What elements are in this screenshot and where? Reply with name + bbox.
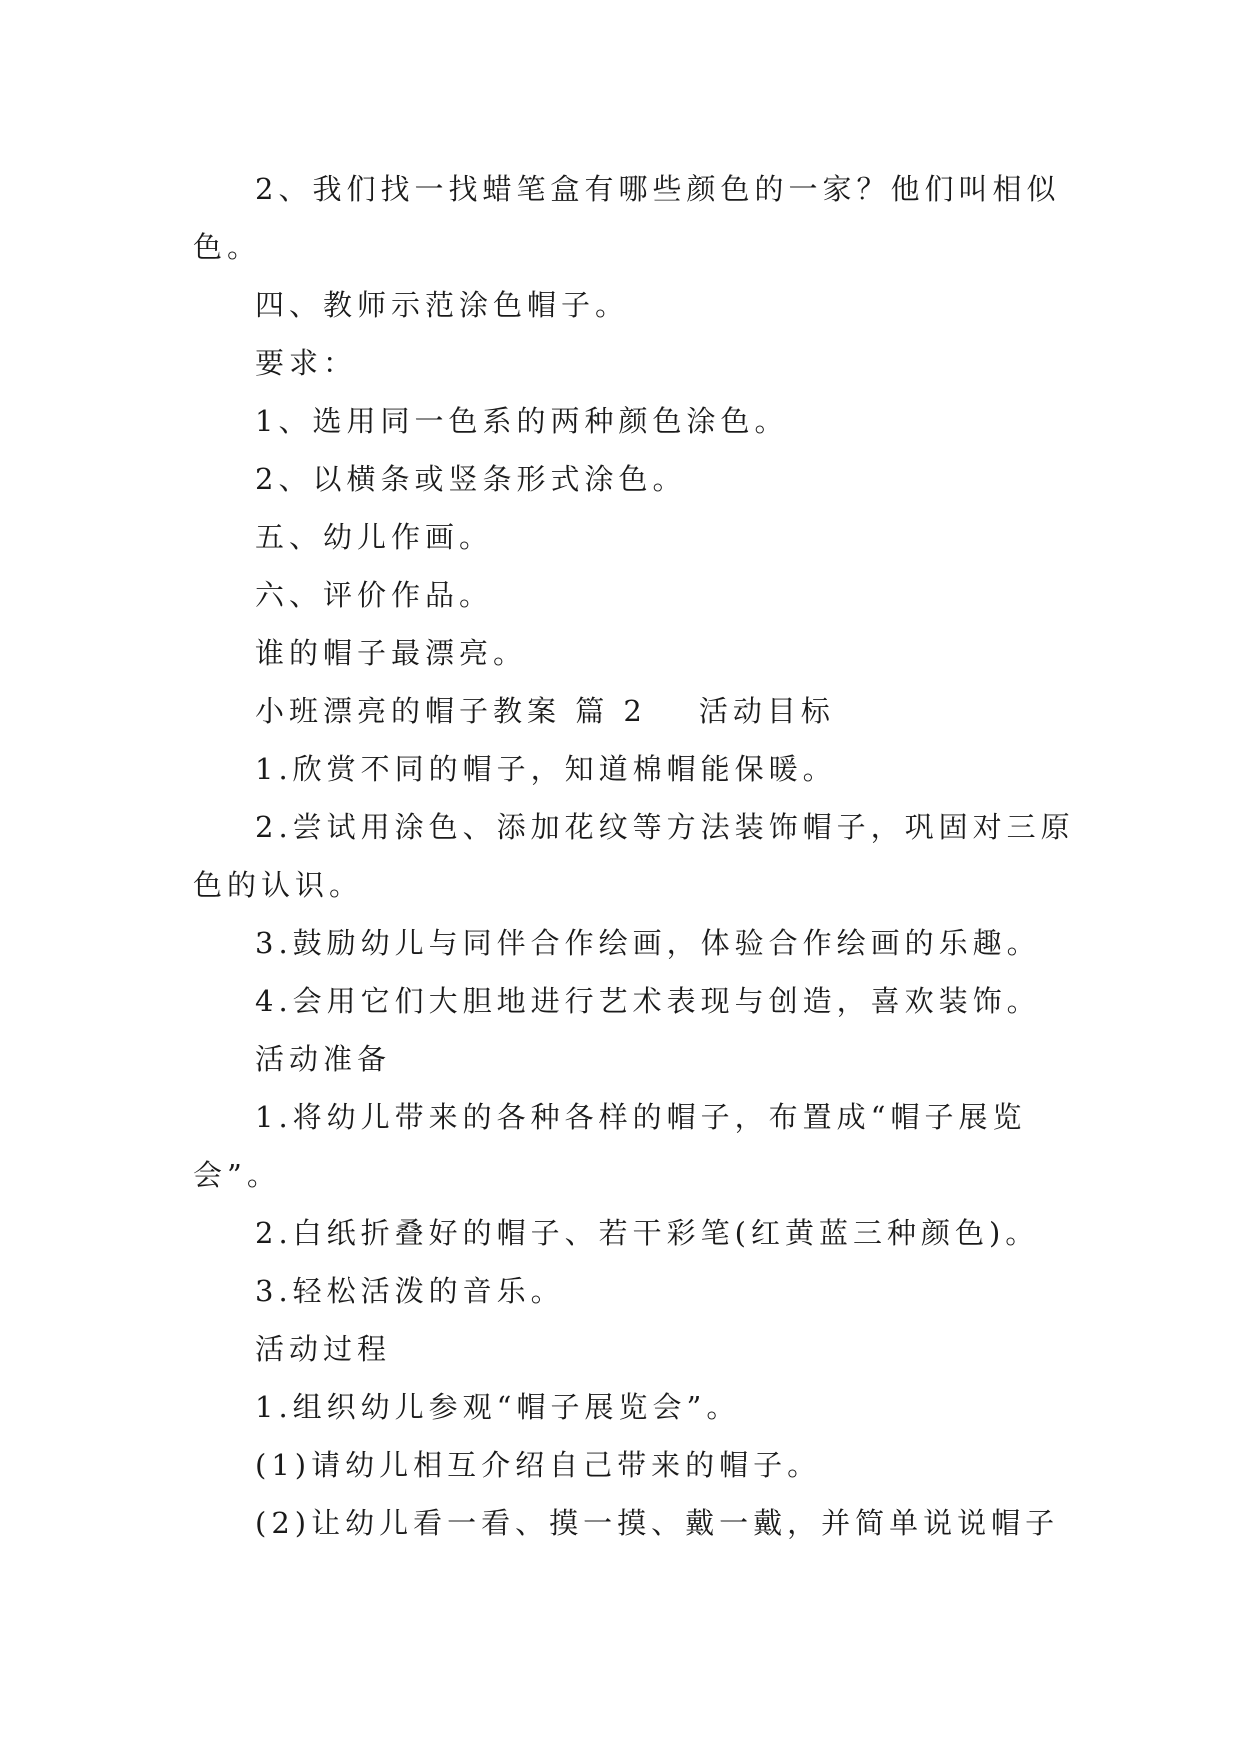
section-line: 五、幼儿作画。	[255, 520, 494, 554]
paragraph-line: 谁的帽子最漂亮。	[255, 636, 528, 670]
list-item: 1、选用同一色系的两种颜色涂色。	[255, 404, 789, 438]
document-body	[193, 160, 1075, 1552]
list-item: (1)请幼儿相互介绍自己带来的帽子。	[255, 1448, 822, 1482]
section-heading-subtitle: 活动目标	[698, 694, 835, 728]
list-item: 2.尝试用涂色、添加花纹等方法装饰帽子，巩固对三原	[255, 810, 1075, 844]
list-item: (2)让幼儿看一看、摸一摸、戴一戴，并简单说说帽子	[255, 1506, 1060, 1540]
list-item: 1.将幼儿带来的各种各样的帽子，布置成“帽子展览	[255, 1100, 1027, 1134]
paragraph-line: 2、我们找一找蜡笔盒有哪些颜色的一家？他们叫相似	[255, 172, 1061, 206]
subsection-heading: 活动过程	[255, 1332, 392, 1366]
section-line: 六、评价作品。	[255, 578, 494, 612]
section-line: 四、教师示范涂色帽子。	[255, 288, 630, 322]
list-item: 3.轻松活泼的音乐。	[255, 1274, 565, 1308]
subsection-heading: 活动准备	[255, 1042, 392, 1076]
list-item: 2、以横条或竖条形式涂色。	[255, 462, 687, 496]
list-item: 1.欣赏不同的帽子，知道棉帽能保暖。	[255, 752, 837, 786]
list-item: 2.白纸折叠好的帽子、若干彩笔(红黄蓝三种颜色)。	[255, 1216, 1040, 1250]
paragraph-line: 会”。	[193, 1158, 281, 1192]
list-item: 3.鼓励幼儿与同伴合作绘画，体验合作绘画的乐趣。	[255, 926, 1041, 960]
paragraph-line: 色。	[193, 230, 262, 264]
list-item: 1.组织幼儿参观“帽子展览会”。	[255, 1390, 741, 1424]
paragraph-line: 色的认识。	[193, 868, 364, 902]
section-heading	[193, 682, 1053, 740]
list-item: 4.会用它们大胆地进行艺术表现与创造，喜欢装饰。	[255, 984, 1041, 1018]
paragraph-line: 要求：	[255, 346, 358, 380]
section-heading-title: 小班漂亮的帽子教案 篇 2	[255, 694, 647, 728]
